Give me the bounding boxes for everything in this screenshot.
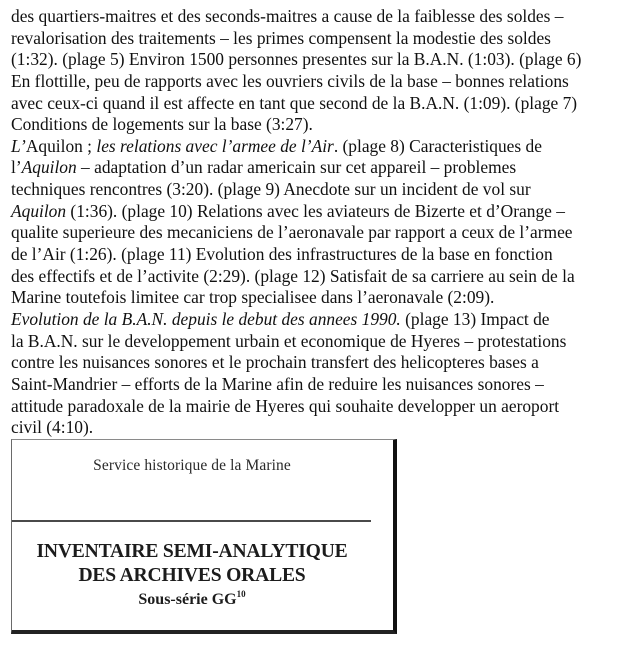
italic-text-segment: Aquilon: [11, 200, 67, 221]
italic-text-segment: les relations avec l’armee de l’Air: [96, 135, 334, 156]
italic-text-segment: Evolution de la B.A.N. depuis le debut des annees 1990.: [11, 308, 401, 329]
text-line: [11, 352, 626, 374]
cover-subtitle-text: Sous-série GG: [138, 591, 237, 608]
text-line: [11, 309, 626, 331]
cover-title: [12, 540, 372, 611]
text-segment: Aquilon ;: [25, 135, 97, 156]
cover-service-name: Service historique de la Marine: [93, 457, 291, 474]
text-line: [11, 201, 626, 223]
text-line: [11, 396, 626, 418]
text-line: [11, 374, 626, 396]
text-segment: . (plage 8) Caracteristiques de: [333, 135, 542, 156]
cover-title-line-2: DES ARCHIVES ORALES: [78, 565, 306, 586]
text-segment: l’: [11, 157, 22, 178]
text-segment: En flottille, peu de rapports avec les ouvriers civils de la base – bonnes relations: [11, 70, 569, 91]
text-segment: revalorisation des traitements – les primes compensent la modestie des soldes: [11, 27, 551, 48]
text-line: [11, 222, 626, 244]
text-segment: Saint-Mandrier – efforts de la Marine afin de reduire les nuisances sonores –: [11, 373, 544, 394]
text-line: [11, 331, 626, 353]
cover-subtitle-superscript: 10: [236, 589, 246, 599]
text-segment: des quartiers-maitres et des seconds-maitres a cause de la faiblesse des soldes –: [11, 6, 564, 26]
text-segment: contre les nuisances sonores et le prochain transfert des helicopteres bases a: [11, 352, 539, 373]
text-segment: civil (4:10).: [11, 417, 94, 438]
text-line: [11, 266, 626, 288]
text-line: [11, 93, 626, 115]
text-line: [11, 71, 626, 93]
text-line: [11, 6, 626, 28]
text-segment: (1:32). (plage 5) Environ 1500 personnes presentes sur la B.A.N. (1:03). (plage 6): [11, 49, 582, 70]
text-line: [11, 287, 626, 309]
text-line: [11, 49, 626, 71]
text-segment: attitude paradoxale de la mairie de Hyeres qui souhaite developper un aeroport: [11, 395, 560, 416]
text-line: [11, 114, 626, 136]
text-line: [11, 244, 626, 266]
text-segment: techniques rencontres (3:20). (plage 9) Anecdote sur un incident de vol sur: [11, 179, 531, 200]
document-body-text: [11, 6, 626, 439]
text-line: [11, 417, 626, 439]
cover-title-line-1: INVENTAIRE SEMI-ANALYTIQUE: [36, 541, 348, 562]
text-line: [11, 179, 626, 201]
text-segment: avec ceux-ci quand il est affecte en tant que second de la B.A.N. (1:09). (plage 7): [11, 92, 578, 113]
italic-text-segment: L’: [11, 135, 26, 156]
text-segment: de l’Air (1:26). (plage 11) Evolution des infrastructures de la base en fonction: [11, 244, 553, 265]
text-segment: qualite superieure des mecaniciens de l’aeronavale par rapport a ceux de l’armee: [11, 222, 573, 243]
text-segment: Marine toutefois limitee car trop specialisee dans l’aeronavale (2:09).: [11, 287, 495, 308]
italic-text-segment: Aquilon: [21, 157, 77, 178]
text-segment: la B.A.N. sur le developpement urbain et economique de Hyeres – protestations: [11, 330, 567, 351]
text-segment: des effectifs et de l’activite (2:29). (plage 12) Satisfait de sa carriere au sein de la: [11, 265, 575, 286]
text-line: [11, 28, 626, 50]
text-segment: (plage 13) Impact de: [400, 308, 550, 329]
cover-subtitle: [12, 588, 372, 611]
text-segment: Conditions de logements sur la base (3:27).: [11, 114, 313, 135]
text-line: [11, 157, 626, 179]
archive-cover-box: [11, 439, 397, 634]
text-segment: (1:36). (plage 10) Relations avec les aviateurs de Bizerte et d’Orange –: [66, 200, 565, 221]
text-segment: – adaptation d’un radar americain sur cet appareil – problemes: [76, 157, 517, 178]
cover-divider: [12, 520, 371, 522]
text-line: [11, 136, 626, 158]
